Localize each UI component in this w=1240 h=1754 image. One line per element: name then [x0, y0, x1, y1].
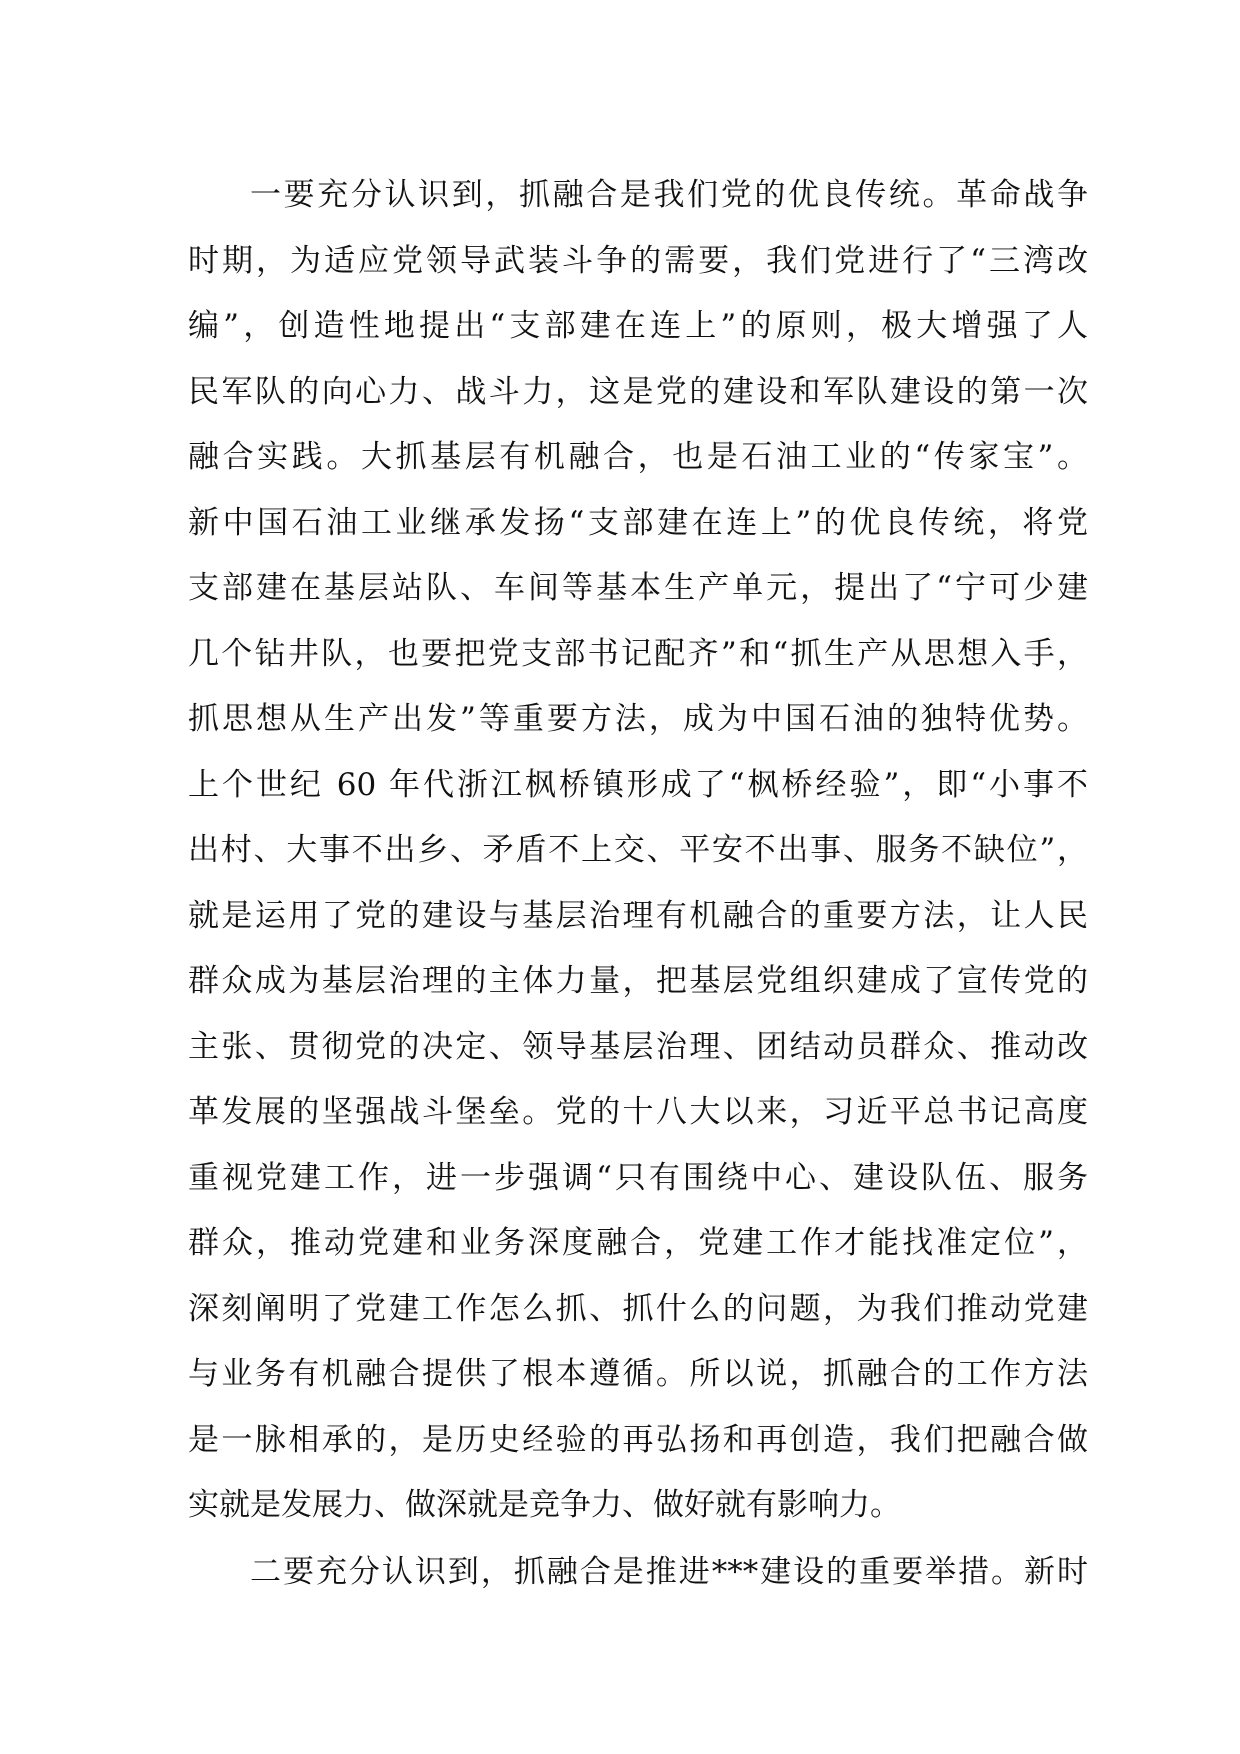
paragraph-line: 上个世纪 60 年代浙江枫桥镇形成了“枫桥经验”，即“小事不 — [188, 766, 1088, 803]
paragraph-line: 深刻阐明了党建工作怎么抓、抓什么的问题，为我们推动党建 — [188, 1290, 1088, 1327]
paragraph-line: 是一脉相承的，是历史经验的再弘扬和再创造，我们把融合做 — [188, 1421, 1088, 1458]
paragraph-line: 支部建在基层站队、车间等基本生产单元，提出了“宁可少建 — [188, 570, 1088, 606]
paragraph-line: 抓思想从生产出发”等重要方法，成为中国石油的独特优势。 — [188, 701, 1088, 737]
paragraph-line: 与业务有机融合提供了根本遵循。所以说，抓融合的工作方法 — [188, 1356, 1088, 1392]
paragraph-line: 编”，创造性地提出“支部建在连上”的原则，极大增强了人 — [188, 308, 1088, 344]
paragraph-line: 实就是发展力、做深就是竞争力、做好就有影响力。 — [188, 1487, 901, 1523]
paragraph-line: 群众，推动党建和业务深度融合，党建工作才能找准定位”， — [188, 1225, 1088, 1261]
paragraph-line: 二要充分认识到，抓融合是推进***建设的重要举措。新时 — [250, 1554, 1088, 1590]
paragraph-line: 民军队的向心力、战斗力，这是党的建设和军队建设的第一次 — [188, 373, 1088, 410]
paragraph-line: 革发展的坚强战斗堡垒。党的十八大以来，习近平总书记高度 — [188, 1094, 1088, 1130]
paragraph-line: 出村、大事不出乡、矛盾不上交、平安不出事、服务不缺位”， — [188, 832, 1088, 868]
paragraph-1 — [188, 163, 1088, 1539]
paragraph-line: 一要充分认识到，抓融合是我们党的优良传统。革命战争 — [250, 177, 1088, 213]
paragraph-line: 新中国石油工业继承发扬“支部建在连上”的优良传统，将党 — [188, 504, 1088, 541]
paragraph-line: 时期，为适应党领导武装斗争的需要，我们党进行了“三湾改 — [188, 242, 1088, 279]
paragraph-line: 主张、贯彻党的决定、领导基层治理、团结动员群众、推动改 — [188, 1028, 1088, 1065]
paragraph-2 — [188, 1540, 1088, 1606]
paragraph-line: 融合实践。大抓基层有机融合，也是石油工业的“传家宝”。 — [188, 439, 1088, 475]
paragraph-line: 群众成为基层治理的主体力量，把基层党组织建成了宣传党的 — [188, 963, 1088, 999]
paragraph-line: 重视党建工作，进一步强调“只有围绕中心、建设队伍、服务 — [188, 1159, 1088, 1196]
paragraph-line: 就是运用了党的建设与基层治理有机融合的重要方法，让人民 — [188, 897, 1088, 934]
paragraph-line: 几个钻井队，也要把党支部书记配齐”和“抓生产从思想入手， — [188, 635, 1088, 672]
